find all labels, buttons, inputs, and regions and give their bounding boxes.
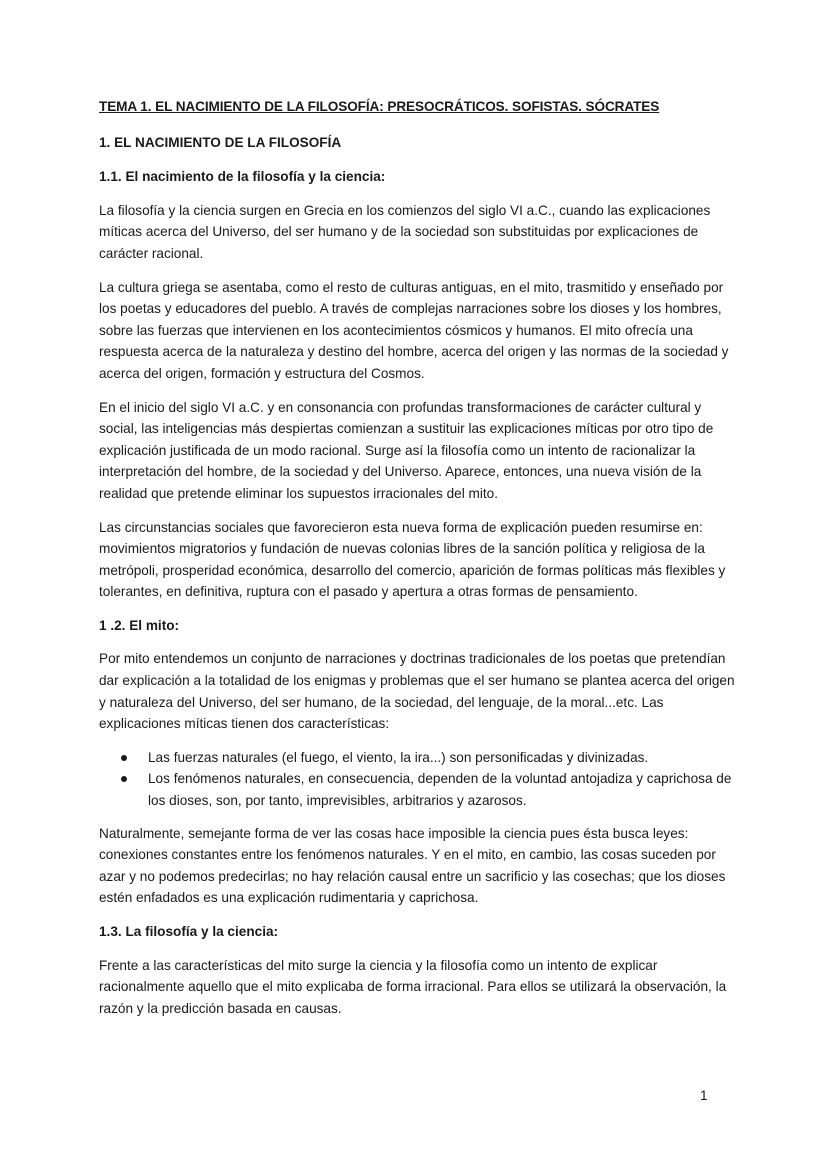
paragraph: Frente a las características del mito surge la ciencia y la filosofía como un intento de explicar racionalmente aquello que el mito explicaba de forma irracional. Para ellos se utilizará la observación, la razón y la predicción basada en causas. [99,957,727,1016]
document-title: TEMA 1. EL NACIMIENTO DE LA FILOSOFÍA: PRESOCRÁTICOS. SOFISTAS. SÓCRATES [99,99,660,114]
list-item-text: Los fenómenos naturales, en consecuencia, dependen de la voluntad antojadiza y caprichosa de los dioses, son, por tanto, imprevisibles, arbitrarios y azarosos. [148,771,732,809]
list-item [99,768,735,811]
subsection-heading-1-3: 1.3. La filosofía y la ciencia: [99,924,279,939]
bullet-icon [121,776,127,782]
paragraph: La cultura griega se asentaba, como el resto de culturas antiguas, en el mito, trasmitido y enseñado por los poetas y educadores del pueblo. A través de complejas narraciones sobre los dioses y los hombres, sobre las fuerzas que intervienen en los acontecimientos cósmicos y humanos. El mito ofrecía una respuesta acerca de la naturaleza y destino del hombre, acerca del origen y las normas de la sociedad y acerca del origen, formación y estructura del Cosmos. [99,279,729,381]
list-item-text: Las fuerzas naturales (el fuego, el viento, la ira...) son personificadas y divinizadas. [148,749,649,765]
list-item [99,747,735,769]
bullet-icon [121,755,127,761]
paragraph: Por mito entendemos un conjunto de narraciones y doctrinas tradicionales de los poetas que pretendían dar explicación a la totalidad de los enigmas y problemas que el ser humano se plantea acerca del origen y naturaleza del Universo, del ser humano, de la sociedad, del lenguaje, de la moral...etc. Las explicaciones míticas tienen dos características: [99,651,735,732]
subsection-heading-1-2: 1 .2. El mito: [99,617,180,633]
section-heading-1: 1. EL NACIMIENTO DE LA FILOSOFÍA [99,134,342,150]
paragraph: La filosofía y la ciencia surgen en Grecia en los comienzos del siglo VI a.C., cuando las explicaciones míticas acerca del Universo, del ser humano y de la sociedad son substituidas por explicaciones de carácter racional. [99,202,711,261]
paragraph: Naturalmente, semejante forma de ver las cosas hace imposible la ciencia pues ésta busca leyes: conexiones constantes entre los fenómenos naturales. Y en el mito, en cambio, las cosas suceden por azar y no podemos predecirlas; no hay relación causal entre un sacrificio y las cosechas; que los dioses estén enfadados es una explicación rudimentaria y caprichosa. [99,825,726,906]
subsection-heading-1-1: 1.1. El nacimiento de la filosofía y la ciencia: [99,169,386,185]
page-content [99,96,735,1031]
paragraph: En el inicio del siglo VI a.C. y en consonancia con profundas transformaciones de carácter cultural y social, las inteligencias más despiertas comienzan a sustituir las explicaciones míticas por otro tipo de explicación justificada de un modo racional. Surge así la filosofía como un intento de racionalizar la interpretación del hombre, de la sociedad y del Universo. Aparece, entonces, una nueva visión de la realidad que pretende eliminar los supuestos irracionales del mito. [99,399,714,501]
page-number: 1 [700,1088,708,1103]
paragraph: Las circunstancias sociales que favorecieron esta nueva forma de explicación pueden resumirse en: movimientos migratorios y fundación de nuevas colonias libres de la sanción política y religiosa de la metrópoli, prosperidad económica, desarrollo del comercio, aparición de formas políticas más flexibles y tolerantes, en definitiva, ruptura con el pasado y apertura a otras formas de pensamiento. [99,519,726,600]
bullet-list [99,747,735,812]
